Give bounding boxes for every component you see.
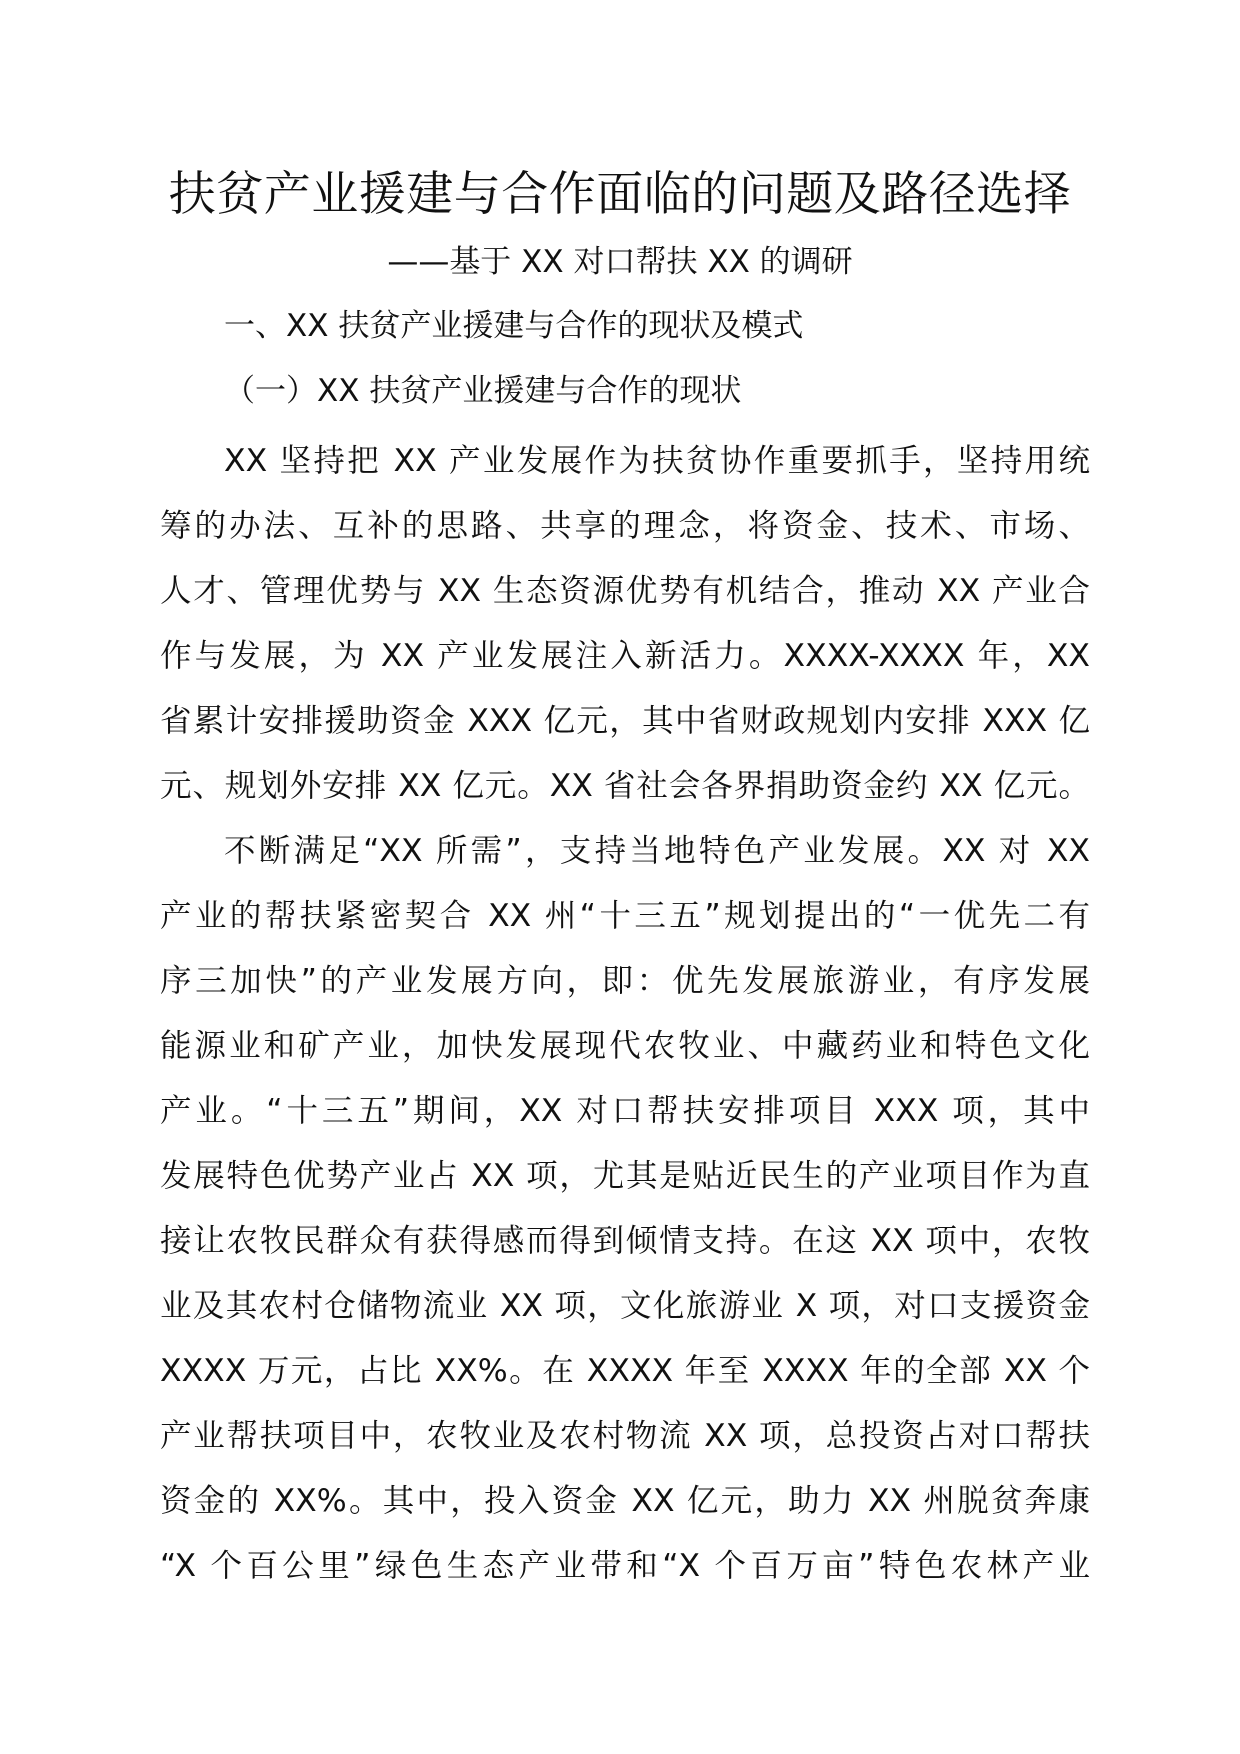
- subsection-heading-1: （一）XX 扶贫产业援建与合作的现状: [224, 373, 742, 409]
- paragraph-line: 资金的 XX%。其中，投入资金 XX 亿元，助力 XX 州脱贫奔康: [160, 1483, 1090, 1519]
- paragraph-line: 产业。“十三五”期间，XX 对口帮扶安排项目 XXX 项，其中: [160, 1093, 1090, 1129]
- paragraph-line: 省累计安排援助资金 XXX 亿元，其中省财政规划内安排 XXX 亿: [160, 703, 1090, 739]
- section-heading-1: 一、XX 扶贫产业援建与合作的现状及模式: [224, 308, 804, 344]
- paragraph-line: “X 个百公里”绿色生态产业带和“X 个百万亩”特色农林产业: [160, 1548, 1090, 1584]
- paragraph-line: 接让农牧民群众有获得感而得到倾情支持。在这 XX 项中，农牧: [160, 1223, 1090, 1259]
- paragraph-line: 业及其农村仓储物流业 XX 项，文化旅游业 X 项，对口支援资金: [160, 1288, 1090, 1324]
- paragraph-line: 发展特色优势产业占 XX 项，尤其是贴近民生的产业项目作为直: [160, 1158, 1090, 1194]
- paragraph-line: 产业的帮扶紧密契合 XX 州“十三五”规划提出的“一优先二有: [160, 898, 1090, 934]
- paragraph-line: 产业帮扶项目中，农牧业及农村物流 XX 项，总投资占对口帮扶: [160, 1418, 1090, 1454]
- paragraph-line: XX 坚持把 XX 产业发展作为扶贫协作重要抓手，坚持用统: [224, 443, 1090, 479]
- paragraph-line: 筹的办法、互补的思路、共享的理念，将资金、技术、市场、: [160, 508, 1090, 544]
- body-text: [160, 429, 1090, 1599]
- paragraph-line: 元、规划外安排 XX 亿元。XX 省社会各界捐助资金约 XX 亿元。: [160, 768, 1090, 804]
- paragraph-line: 人才、管理优势与 XX 生态资源优势有机结合，推动 XX 产业合: [160, 573, 1090, 609]
- paragraph-line: 不断满足“XX 所需”，支持当地特色产业发展。XX 对 XX: [224, 833, 1090, 869]
- paragraph-line: XXXX 万元，占比 XX%。在 XXXX 年至 XXXX 年的全部 XX 个: [160, 1353, 1090, 1389]
- paragraph-line: 作与发展，为 XX 产业发展注入新活力。XXXX-XXXX 年，XX: [160, 638, 1090, 674]
- document-subtitle: ——基于 XX 对口帮扶 XX 的调研: [387, 244, 853, 280]
- document-title: 扶贫产业援建与合作面临的问题及路径选择: [168, 167, 1072, 222]
- paragraph-line: 能源业和矿产业，加快发展现代农牧业、中藏药业和特色文化: [160, 1028, 1090, 1064]
- paragraph-line: 序三加快”的产业发展方向，即：优先发展旅游业，有序发展: [160, 963, 1090, 999]
